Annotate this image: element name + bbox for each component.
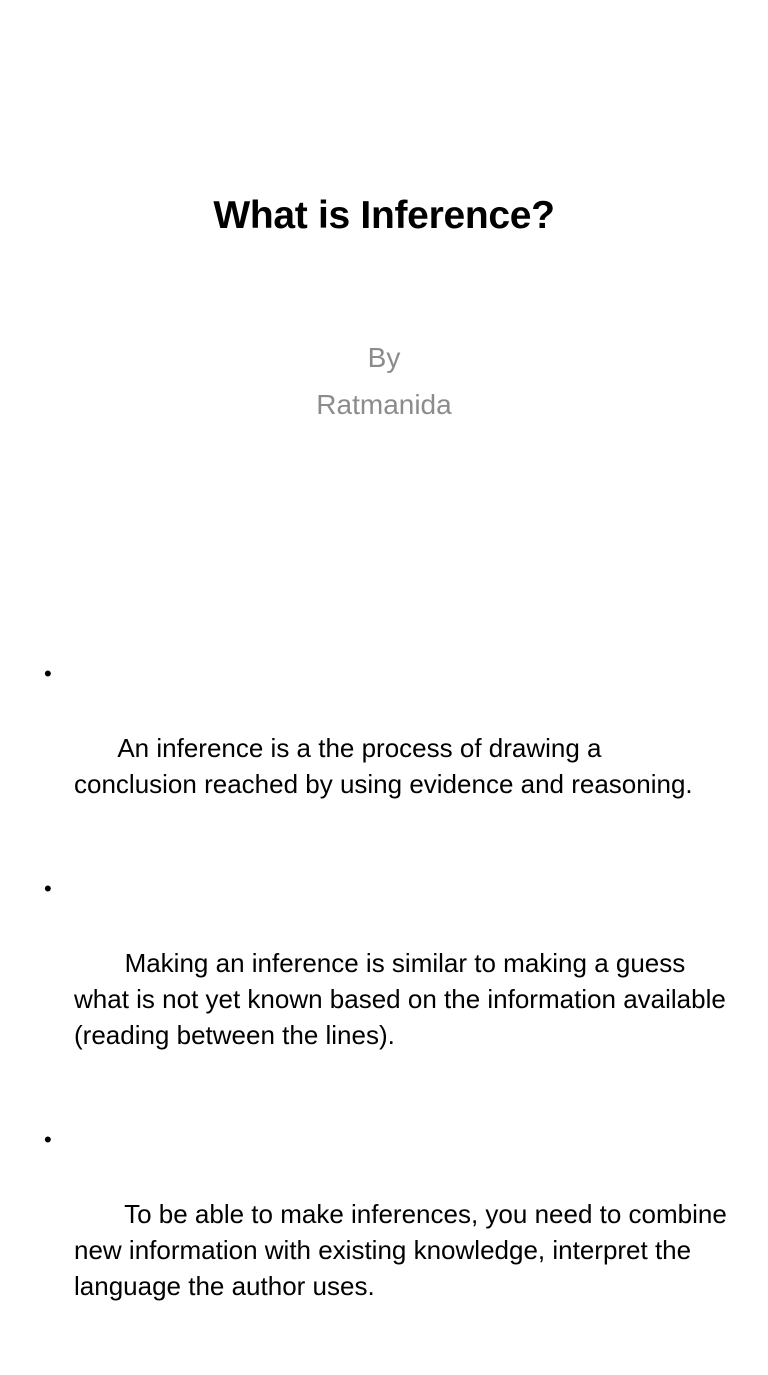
subtitle-author: Ratmanida [316, 389, 452, 420]
bullet-icon: • [44, 1127, 52, 1152]
bullet-icon: • [44, 876, 52, 901]
bullet-text: An inference is a the process of drawing a conclusion reached by using evidence and reasoning. [74, 733, 693, 799]
slide-title: What is Inference? [213, 194, 555, 237]
subtitle-by: By [367, 342, 401, 373]
bullet-item [0, 873, 768, 1089]
bullet-item [0, 1124, 768, 1340]
bullet-text: To be able to make inferences, you need to combine new information with existing knowledge, interpret the language the author uses. [74, 1199, 735, 1301]
slide-subtitle [0, 334, 768, 428]
bullet-item [0, 658, 768, 838]
bullet-list [0, 658, 768, 1375]
title-slide [0, 0, 768, 576]
content-slide [0, 576, 768, 1301]
bullet-icon: • [44, 661, 52, 686]
bullet-text: Making an inference is similar to making a guess what is not yet known based on the information available (reading between the lines). [74, 948, 741, 1050]
